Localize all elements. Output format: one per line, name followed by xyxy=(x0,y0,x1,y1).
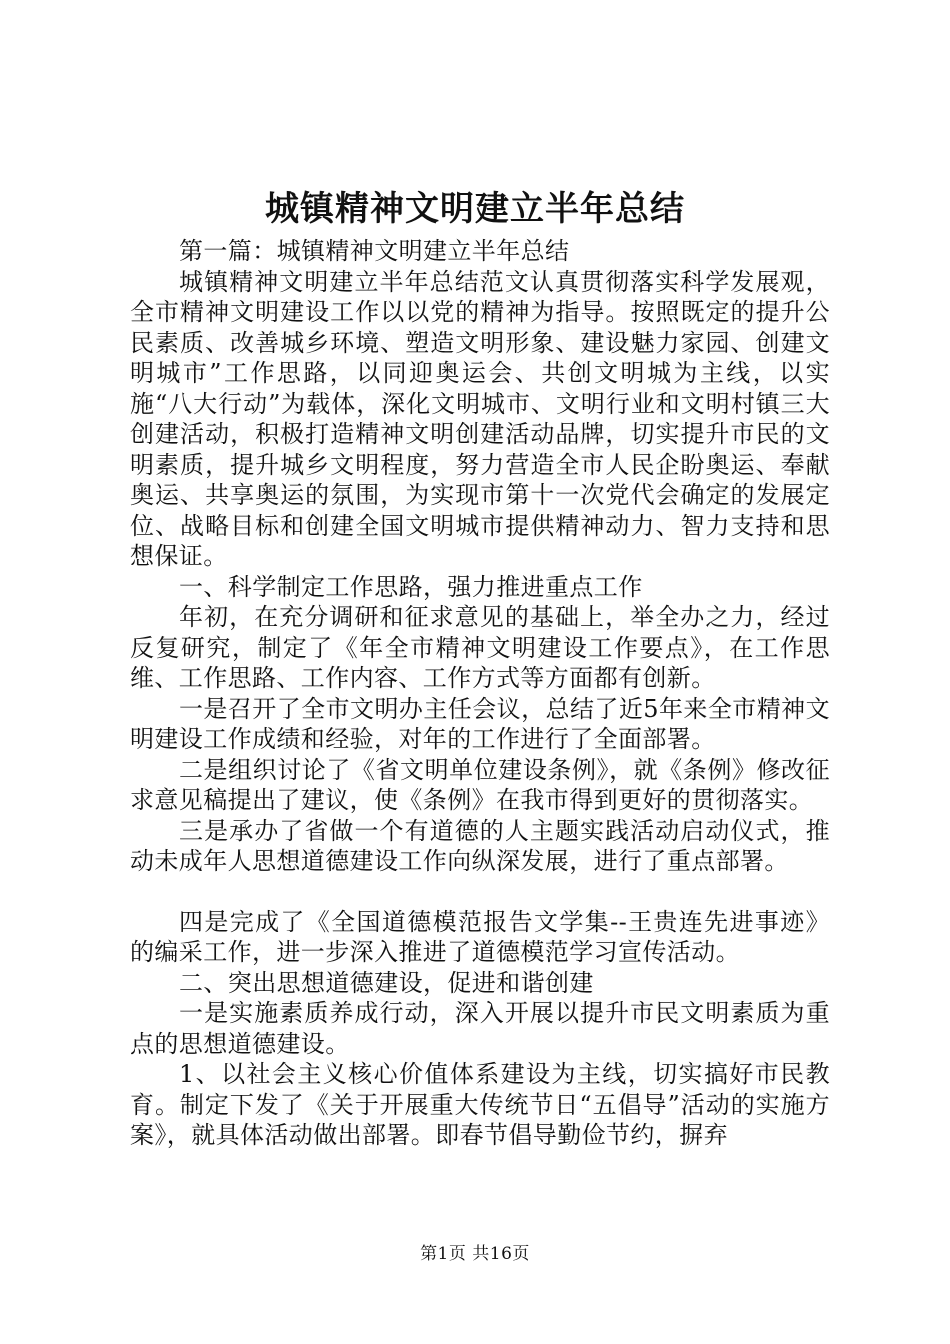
paragraph-gap xyxy=(130,877,830,907)
body-paragraph: 三是承办了省做一个有道德的人主题实践活动启动仪式，推动未成年人思想道德建设工作向纵深发展，进行了重点部署。 xyxy=(130,816,830,875)
section-heading: 二、突出思想道德建设，促进和谐创建 xyxy=(179,968,594,997)
document-body xyxy=(130,236,830,1151)
body-paragraph: 四是完成了《全国道德模范报告文学集--王贵连先进事迹》的编采工作，进一步深入推进了道德模范学习宣传活动。 xyxy=(130,907,830,966)
section-heading: 一、科学制定工作思路，强力推进重点工作 xyxy=(179,572,643,601)
section-heading: 第一篇：城镇精神文明建立半年总结 xyxy=(179,237,570,265)
body-paragraph: 二是组织讨论了《省文明单位建设条例》，就《条例》修改征求意见稿提出了建议，使《条例》在我市得到更好的贯彻落实。 xyxy=(130,755,830,814)
body-paragraph: 城镇精神文明建立半年总结范文认真贯彻落实科学发展观，全市精神文明建设工作以以党的精神为指导。按照既定的提升公民素质、改善城乡环境、塑造文明形象、建设魅力家园、创建文明城市”工作思路，以同迎奥运会、共创文明城为主线，以实施“八大行动”为载体，深化文明城市、文明行业和文明村镇三大创建活动，积极打造精神文明创建活动品牌，切实提升市民的文明素质，提升城乡文明程度，努力营造全市人民企盼奥运、奉献奥运、共享奥运的氛围，为实现市第十一次党代会确定的发展定位、战略目标和创建全国文明城市提供精神动力、智力支持和思想保证。 xyxy=(130,267,830,570)
body-paragraph: 一是实施素质养成行动，深入开展以提升市民文明素质为重点的思想道德建设。 xyxy=(130,999,830,1058)
body-paragraph: 1、以社会主义核心价值体系建设为主线，切实搞好市民教育。制定下发了《关于开展重大传统节日“五倡导”活动的实施方案》，就具体活动做出部署。即春节倡导勤俭节约，摒弃 xyxy=(130,1060,830,1149)
body-paragraph: 年初，在充分调研和征求意见的基础上，举全办之力，经过反复研究，制定了《年全市精神文明建设工作要点》，在工作思维、工作思路、工作内容、工作方式等方面都有创新。 xyxy=(130,603,830,692)
document-title: 城镇精神文明建立半年总结 xyxy=(265,189,685,229)
body-paragraph: 一是召开了全市文明办主任会议，总结了近5年来全市精神文明建设工作成绩和经验，对年的工作进行了全面部署。 xyxy=(130,694,830,753)
page-footer: 第1页 共16页 xyxy=(420,1244,530,1264)
